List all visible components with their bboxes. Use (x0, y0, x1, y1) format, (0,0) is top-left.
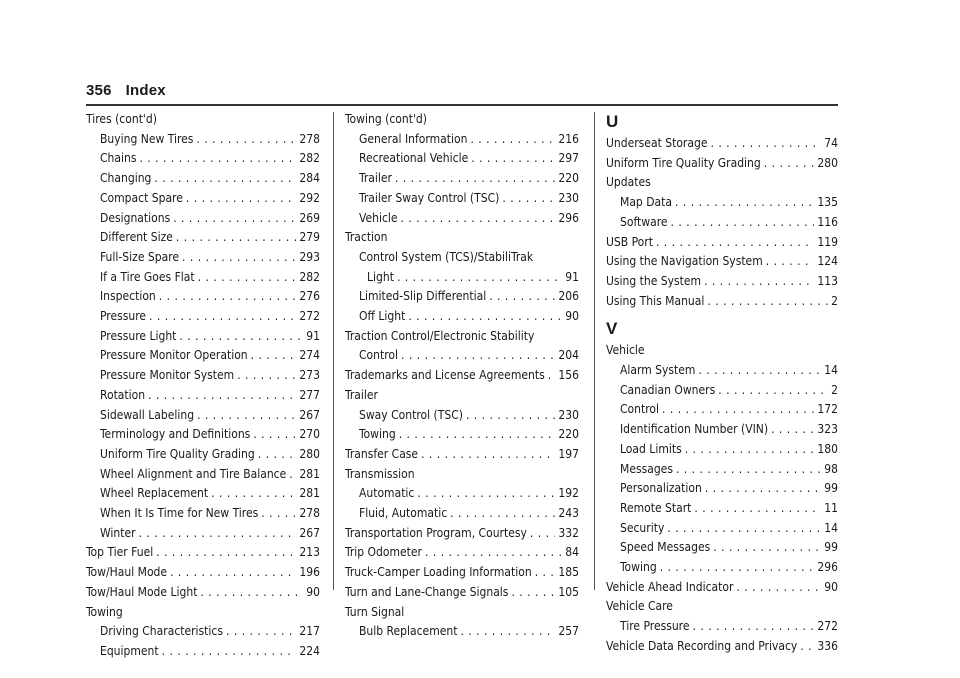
index-term: Wheel Alignment and Tire Balance (100, 466, 287, 481)
page-reference: 243 (558, 506, 579, 521)
index-entry (606, 213, 838, 233)
dot-leader (258, 445, 297, 459)
dot-leader (237, 366, 296, 380)
dot-leader (170, 563, 296, 577)
page-reference: 156 (558, 368, 579, 383)
index-term: Full-Size Spare (100, 249, 180, 264)
index-term: Identification Number (VIN) (620, 422, 769, 437)
index-entry (606, 134, 838, 154)
index-entry (345, 484, 579, 504)
index-term: Using the System (606, 273, 702, 288)
dot-leader (736, 578, 821, 592)
dot-leader (460, 622, 555, 636)
index-entry (345, 543, 579, 563)
dot-leader (397, 268, 562, 282)
index-entry (86, 307, 320, 327)
index-entry (606, 272, 838, 292)
page-reference: 99 (824, 540, 838, 555)
index-entry (606, 154, 838, 174)
index-term: Control (620, 402, 659, 417)
dot-leader (470, 130, 555, 144)
index-heading: Vehicle Care (606, 599, 673, 614)
index-term: Towing (620, 560, 657, 575)
page-reference: 224 (299, 643, 320, 658)
index-entry (86, 386, 320, 406)
page-reference: 296 (558, 210, 579, 225)
index-entry (606, 617, 838, 637)
dot-leader (399, 425, 556, 439)
page-reference: 336 (817, 638, 838, 653)
index-entry (345, 524, 579, 544)
index-entry (606, 361, 838, 381)
index-heading: Turn Signal (345, 604, 405, 619)
index-entry (86, 346, 320, 366)
page-reference: 276 (299, 289, 320, 304)
dot-leader (197, 406, 296, 420)
page-reference: 98 (824, 461, 838, 476)
index-entry (345, 622, 579, 642)
page-number: 356 (86, 82, 112, 99)
index-entry (86, 484, 320, 504)
page-header (86, 82, 166, 99)
index-entry (345, 346, 579, 366)
index-term: Vehicle Data Recording and Privacy (606, 638, 798, 653)
page-reference: 282 (299, 151, 320, 166)
page-reference: 280 (817, 155, 838, 170)
index-entry (606, 292, 838, 312)
index-entry (86, 583, 320, 603)
index-entry (86, 268, 320, 288)
dot-leader (261, 504, 296, 518)
header-rule (86, 104, 838, 106)
index-entry (345, 504, 579, 524)
page-reference: 204 (558, 348, 579, 363)
page-reference: 197 (558, 446, 579, 461)
page-reference: 332 (558, 525, 579, 540)
page-reference: 124 (817, 254, 838, 269)
index-term: Light (367, 269, 394, 284)
dot-leader (395, 169, 555, 183)
index-term: Compact Spare (100, 190, 183, 205)
dot-leader (251, 346, 297, 360)
dot-leader (182, 248, 296, 262)
index-term: Designations (100, 210, 171, 225)
index-term: Chains (100, 151, 137, 166)
page-reference: 269 (299, 210, 320, 225)
dot-leader (162, 642, 297, 656)
dot-leader (176, 228, 297, 242)
page-reference: 172 (817, 402, 838, 417)
dot-leader (425, 543, 562, 557)
index-entry (606, 499, 838, 519)
index-term: Canadian Owners (620, 382, 716, 397)
dot-leader (159, 287, 297, 301)
index-term: Trip Odometer (345, 545, 422, 560)
index-column-2 (345, 110, 579, 642)
page-reference: 270 (299, 427, 320, 442)
index-term: Pressure (100, 309, 147, 324)
index-term: Speed Messages (620, 540, 711, 555)
index-term: Truck-Camper Loading Information (345, 565, 532, 580)
page-reference: 230 (558, 407, 579, 422)
index-entry (606, 193, 838, 213)
dot-leader (771, 420, 814, 434)
index-heading: Transmission (345, 466, 415, 481)
index-entry (86, 406, 320, 426)
index-entry (606, 400, 838, 420)
index-term: Vehicle (359, 210, 398, 225)
page-reference: 274 (299, 348, 320, 363)
index-heading: Tires (cont'd) (86, 112, 157, 126)
index-entry (345, 307, 579, 327)
index-column-1 (86, 110, 320, 662)
index-column-3 (606, 110, 838, 657)
index-entry (606, 519, 838, 539)
page-reference: 14 (824, 363, 838, 378)
dot-leader (511, 583, 555, 597)
dot-leader (173, 209, 296, 223)
dot-leader (548, 366, 556, 380)
page-reference: 272 (299, 309, 320, 324)
index-term: Transportation Program, Courtesy (345, 525, 527, 540)
dot-leader (800, 637, 814, 651)
page-reference: 281 (299, 466, 320, 481)
page-reference: 91 (306, 328, 320, 343)
index-term: Different Size (100, 230, 173, 245)
page-reference: 282 (299, 269, 320, 284)
dot-leader (179, 327, 303, 341)
index-entry (86, 287, 320, 307)
page-reference: 180 (817, 441, 838, 456)
page-reference: 267 (299, 525, 320, 540)
index-term: Messages (620, 461, 673, 476)
page-reference: 272 (817, 619, 838, 634)
index-heading: Traction (345, 230, 388, 245)
dot-leader (667, 519, 821, 533)
dot-leader (471, 149, 555, 163)
index-heading: Towing (86, 604, 123, 619)
dot-leader (401, 346, 555, 360)
index-term: Personalization (620, 481, 702, 496)
index-term: Alarm System (620, 363, 696, 378)
section-letter: V (606, 319, 618, 339)
dot-leader (156, 543, 296, 557)
index-term: Using the Navigation System (606, 254, 763, 269)
page-reference: 278 (299, 506, 320, 521)
page-reference: 84 (565, 545, 579, 560)
index-entry (345, 583, 579, 603)
index-term: Sidewall Labeling (100, 407, 195, 422)
index-entry (86, 504, 320, 524)
index-entry (345, 268, 579, 288)
dot-leader (139, 149, 296, 163)
index-term: Bulb Replacement (359, 624, 458, 639)
index-entry (606, 479, 838, 499)
page-reference: 293 (299, 249, 320, 264)
index-term: Rotation (100, 387, 146, 402)
index-entry (86, 622, 320, 642)
page-reference: 257 (558, 624, 579, 639)
index-term: If a Tire Goes Flat (100, 269, 195, 284)
dot-leader (530, 524, 556, 538)
index-entry (86, 366, 320, 386)
dot-leader (502, 189, 555, 203)
dot-leader (198, 268, 297, 282)
index-entry (606, 460, 838, 480)
page-reference: 91 (565, 269, 579, 284)
page-reference: 2 (831, 293, 838, 308)
dot-leader (675, 193, 814, 207)
page-reference: 99 (824, 481, 838, 496)
dot-leader (698, 361, 821, 375)
page-reference: 220 (558, 171, 579, 186)
index-entry (86, 327, 320, 347)
index-term: Driving Characteristics (100, 624, 223, 639)
page-reference: 206 (558, 289, 579, 304)
dot-leader (764, 154, 815, 168)
index-term: Transfer Case (345, 446, 419, 461)
index-term: Terminology and Definitions (100, 427, 251, 442)
dot-leader (200, 583, 303, 597)
dot-leader (226, 622, 296, 636)
dot-leader (289, 465, 296, 479)
index-entry (345, 149, 579, 169)
index-heading: Traction Control/Electronic Stability (345, 328, 535, 343)
page-reference: 280 (299, 446, 320, 461)
dot-leader (707, 292, 828, 306)
dot-leader (401, 209, 556, 223)
dot-leader (408, 307, 562, 321)
dot-leader (466, 406, 555, 420)
index-term: Fluid, Automatic (359, 506, 448, 521)
index-term: Map Data (620, 195, 672, 210)
dot-leader (139, 524, 297, 538)
page-reference: 278 (299, 131, 320, 146)
page-reference: 323 (817, 422, 838, 437)
column-divider (594, 112, 595, 590)
index-term: Remote Start (620, 500, 692, 515)
page-reference: 217 (299, 624, 320, 639)
page-reference: 281 (299, 486, 320, 501)
page-reference: 296 (817, 560, 838, 575)
index-entry (606, 538, 838, 558)
index-entry (606, 578, 838, 598)
page-reference: 119 (817, 234, 838, 249)
dot-leader (535, 563, 556, 577)
page-reference: 220 (558, 427, 579, 442)
index-entry (606, 637, 838, 657)
page-reference: 273 (299, 368, 320, 383)
index-entry (86, 445, 320, 465)
index-term: Winter (100, 525, 136, 540)
index-entry (606, 381, 838, 401)
index-term: Uniform Tire Quality Grading (606, 155, 761, 170)
index-term: Control (359, 348, 398, 363)
page-reference: 2 (831, 382, 838, 397)
dot-leader (211, 484, 296, 498)
index-entry (345, 169, 579, 189)
page-reference: 116 (817, 214, 838, 229)
page-reference: 14 (824, 520, 838, 535)
index-term: Limited-Slip Differential (359, 289, 487, 304)
dot-leader (694, 499, 821, 513)
index-term: Trailer (359, 171, 392, 186)
index-term: Trademarks and License Agreements (345, 368, 545, 383)
dot-leader (417, 484, 555, 498)
index-term: Changing (100, 171, 152, 186)
index-term: Vehicle Ahead Indicator (606, 579, 734, 594)
index-entry (606, 420, 838, 440)
dot-leader (676, 460, 821, 474)
index-entry (86, 169, 320, 189)
index-term: Turn and Lane-Change Signals (345, 584, 509, 599)
index-term: Underseat Storage (606, 136, 708, 150)
index-term: Tow/Haul Mode Light (86, 584, 198, 599)
index-term: Off Light (359, 309, 406, 324)
index-term: Automatic (359, 486, 415, 501)
index-term: Towing (359, 427, 396, 442)
index-entry (345, 563, 579, 583)
index-entry (606, 440, 838, 460)
dot-leader (421, 445, 555, 459)
index-term: When It Is Time for New Tires (100, 506, 259, 521)
index-entry (86, 563, 320, 583)
index-term: Using This Manual (606, 293, 705, 308)
index-heading: Updates (606, 175, 651, 190)
index-term: Tire Pressure (620, 619, 690, 634)
page-reference: 74 (824, 136, 838, 150)
dot-leader (148, 386, 296, 400)
index-entry (86, 642, 320, 662)
dot-leader (656, 233, 814, 247)
index-entry (86, 209, 320, 229)
index-entry (86, 425, 320, 445)
page-reference: 185 (558, 565, 579, 580)
index-term: Equipment (100, 643, 159, 658)
page-reference: 230 (558, 190, 579, 205)
index-entry (606, 252, 838, 272)
index-heading: Vehicle (606, 343, 645, 358)
index-entry (345, 366, 579, 386)
index-term: Pressure Monitor System (100, 368, 235, 383)
index-entry (86, 465, 320, 485)
dot-leader (154, 169, 296, 183)
page-reference: 277 (299, 387, 320, 402)
dot-leader (450, 504, 555, 518)
dot-leader (693, 617, 815, 631)
index-term: Pressure Light (100, 328, 177, 343)
index-term: USB Port (606, 234, 653, 249)
dot-leader (253, 425, 296, 439)
dot-leader (710, 134, 821, 148)
index-entry (345, 425, 579, 445)
index-term: Tow/Haul Mode (86, 565, 168, 580)
page-reference: 279 (299, 230, 320, 245)
index-term: Inspection (100, 289, 156, 304)
index-entry (345, 130, 579, 150)
index-term: Top Tier Fuel (86, 545, 154, 560)
index-entry (86, 228, 320, 248)
index-term: Software (620, 214, 668, 229)
page-reference: 135 (817, 195, 838, 210)
page-reference: 90 (824, 579, 838, 594)
index-heading: Control System (TCS)/StabiliTrak (359, 249, 534, 264)
page-title: Index (125, 82, 166, 99)
index-entry (86, 543, 320, 563)
page-reference: 11 (824, 500, 838, 515)
index-entry (606, 233, 838, 253)
index-entry (345, 445, 579, 465)
dot-leader (660, 558, 815, 572)
index-term: Security (620, 520, 665, 535)
index-entry (606, 558, 838, 578)
index-entry (345, 406, 579, 426)
index-term: Uniform Tire Quality Grading (100, 446, 255, 461)
dot-leader (489, 287, 555, 301)
dot-leader (671, 213, 815, 227)
dot-leader (718, 381, 828, 395)
dot-leader (662, 400, 814, 414)
dot-leader (705, 479, 821, 493)
page-reference: 113 (817, 273, 838, 288)
section-letter: U (606, 112, 619, 131)
dot-leader (766, 252, 815, 266)
index-term: Load Limits (620, 441, 682, 456)
index-entry (86, 524, 320, 544)
dot-leader (685, 440, 815, 454)
index-heading: Trailer (345, 387, 378, 402)
index-entry (86, 149, 320, 169)
dot-leader (149, 307, 296, 321)
index-entry (345, 189, 579, 209)
page-reference: 90 (565, 309, 579, 324)
dot-leader (196, 130, 296, 144)
page-reference: 284 (299, 171, 320, 186)
index-entry (345, 209, 579, 229)
page-reference: 90 (306, 584, 320, 599)
index-entry (86, 130, 320, 150)
index-entry (86, 189, 320, 209)
index-heading: Towing (cont'd) (345, 112, 427, 126)
index-term: Recreational Vehicle (359, 151, 469, 166)
dot-leader (713, 538, 821, 552)
page-reference: 192 (558, 486, 579, 501)
page-reference: 292 (299, 190, 320, 205)
index-term: Wheel Replacement (100, 486, 209, 501)
column-divider (333, 112, 334, 590)
page-reference: 297 (558, 151, 579, 166)
page-reference: 216 (558, 131, 579, 146)
page-reference: 196 (299, 565, 320, 580)
dot-leader (704, 272, 814, 286)
index-term: Pressure Monitor Operation (100, 348, 248, 363)
index-term: Trailer Sway Control (TSC) (359, 190, 500, 205)
dot-leader (186, 189, 297, 203)
index-term: Buying New Tires (100, 131, 194, 146)
index-entry (345, 287, 579, 307)
page-reference: 213 (299, 545, 320, 560)
page-reference: 267 (299, 407, 320, 422)
index-entry (86, 248, 320, 268)
index-term: Sway Control (TSC) (359, 407, 463, 422)
page-reference: 105 (558, 584, 579, 599)
index-term: General Information (359, 131, 468, 146)
